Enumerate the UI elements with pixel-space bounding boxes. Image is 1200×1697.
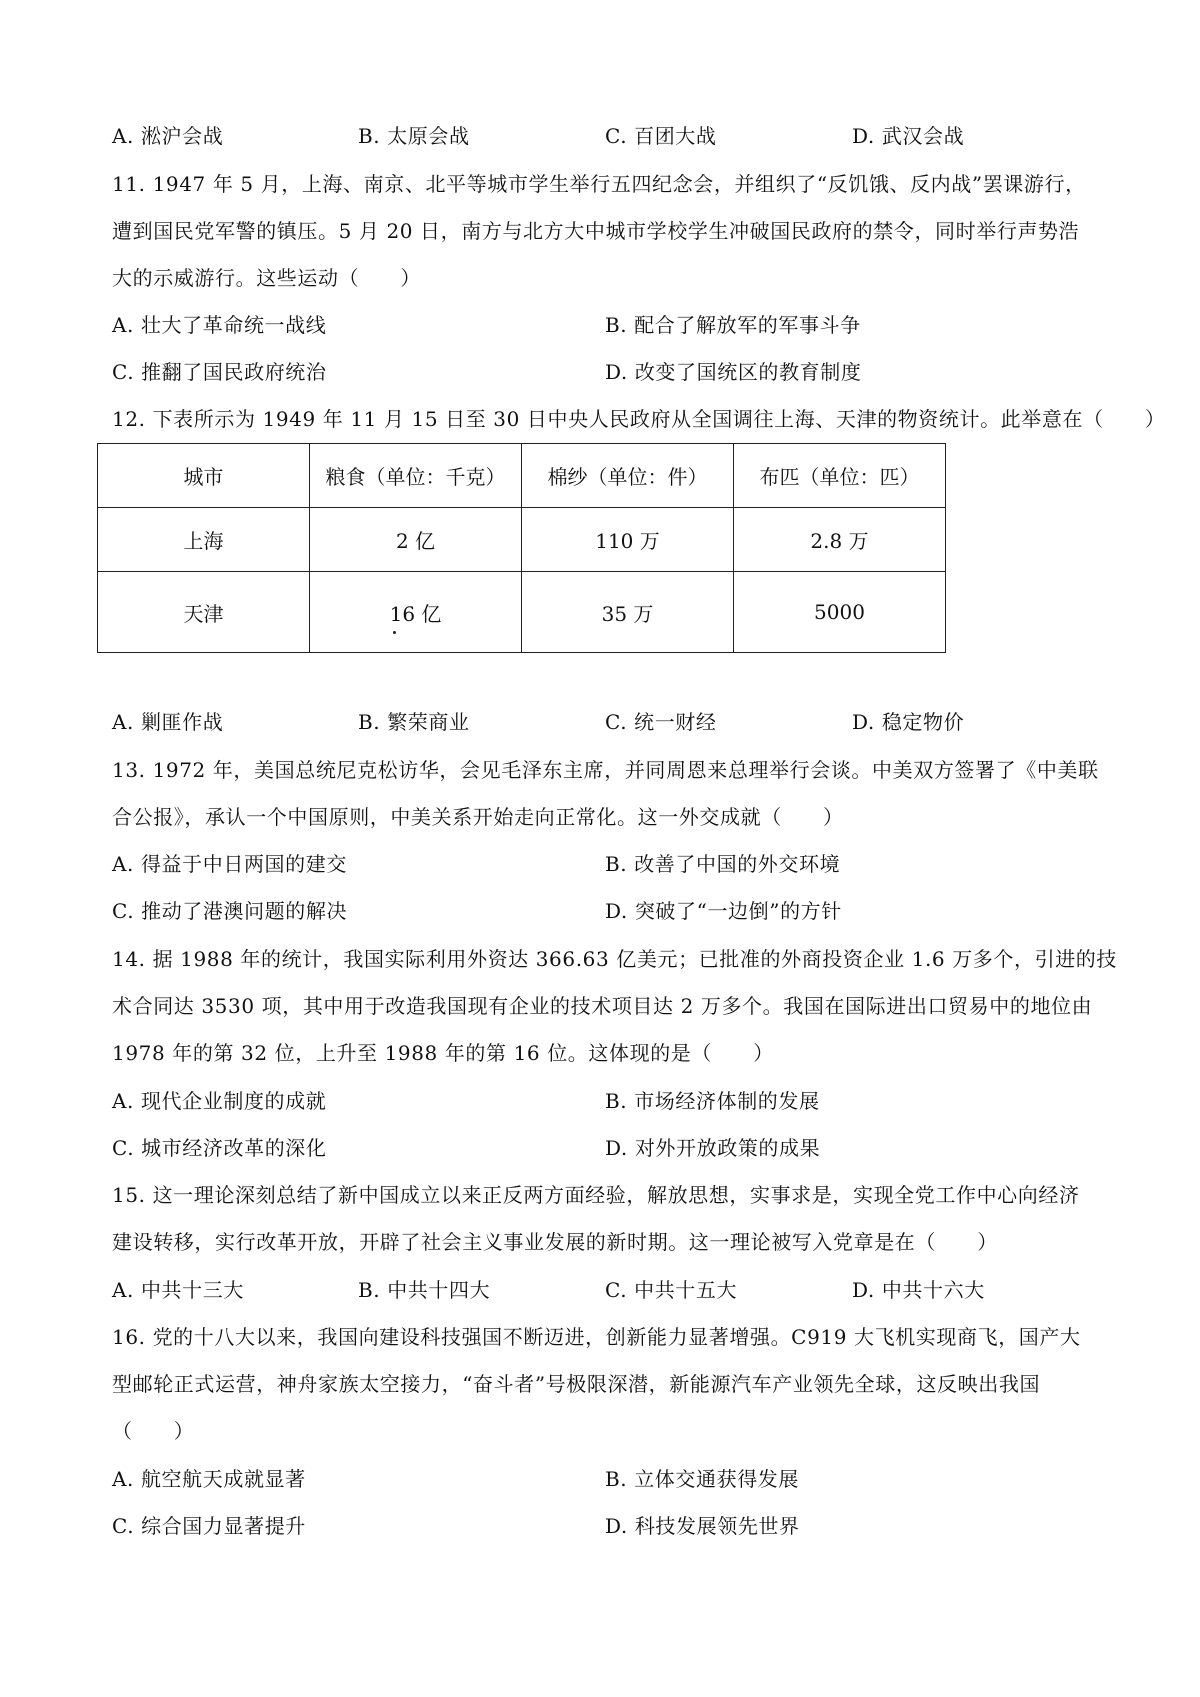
q12-stem: 12. 下表所示为 1949 年 11 月 15 日至 30 日中央人民政府从全国调往上海、天津的物资统计。此举意在（ ）: [112, 407, 1166, 431]
q14-option-c: C. 城市经济改革的深化: [112, 1136, 327, 1160]
q16-option-c: C. 综合国力显著提升: [112, 1514, 306, 1538]
table-cell-grain: 2 亿: [310, 508, 522, 572]
table-header-city: 城市: [98, 444, 310, 508]
q11-option-b: B. 配合了解放军的军事斗争: [605, 313, 861, 337]
table-cell-grain: [310, 572, 522, 653]
q15-option-c: C. 中共十五大: [605, 1278, 738, 1302]
table-row: [98, 572, 946, 653]
q10-option-d: D. 武汉会战: [852, 124, 965, 148]
q14-option-d: D. 对外开放政策的成果: [605, 1136, 821, 1160]
q14-stem-line-3: 1978 年的第 32 位，上升至 1988 年的第 16 位。这体现的是（ ）: [112, 1041, 774, 1065]
q13-option-b: B. 改善了中国的外交环境: [605, 852, 841, 876]
q15-option-d: D. 中共十六大: [852, 1278, 985, 1302]
q15-stem-line-1: 15. 这一理论深刻总结了新中国成立以来正反两方面经验，解放思想，实事求是，实现全党工作中心向经济: [112, 1183, 1080, 1207]
q13-option-c: C. 推动了港澳问题的解决: [112, 899, 348, 923]
q14-stem-line-2: 术合同达 3530 项，其中用于改造我国现有企业的技术项目达 2 万多个。我国在国际进出口贸易中的地位由: [112, 994, 1093, 1018]
table-cell-city: 天津: [98, 572, 310, 653]
q10-option-c: C. 百团大战: [605, 124, 717, 148]
q10-option-a: A. 淞沪会战: [112, 124, 224, 148]
table-header-grain: 粮食（单位：千克）: [310, 444, 522, 508]
q11-stem-line-3: 大的示威游行。这些运动（ ）: [112, 266, 421, 290]
q15-stem-line-2: 建设转移，实行改革开放，开辟了社会主义事业发展的新时期。这一理论被写入党章是在（ ）: [112, 1230, 998, 1254]
table-cell-city: 上海: [98, 508, 310, 572]
q11-option-c: C. 推翻了国民政府统治: [112, 360, 327, 384]
q12-option-a: A. 剿匪作战: [112, 710, 224, 734]
grain-value-rest: 6 亿: [402, 601, 442, 626]
q12-supply-table: [97, 443, 946, 653]
q14-option-b: B. 市场经济体制的发展: [605, 1089, 820, 1113]
table-header-cloth: 布匹（单位：匹）: [734, 444, 946, 508]
q12-option-d: D. 稳定物价: [852, 710, 965, 734]
q11-option-d: D. 改变了国统区的教育制度: [605, 360, 862, 384]
q16-stem-line-2: 型邮轮正式运营，神舟家族太空接力，“奋斗者”号极限深潜，新能源汽车产业领先全球，这反映出我国: [112, 1372, 1041, 1396]
q13-option-a: A. 得益于中日两国的建交: [112, 852, 347, 876]
q16-option-b: B. 立体交通获得发展: [605, 1467, 800, 1491]
q11-stem-line-1: 11. 1947 年 5 月，上海、南京、北平等城市学生举行五四纪念会，并组织了“反饥饿、反内战”罢课游行，: [112, 172, 1086, 196]
table-cell-cotton-yarn: 35 万: [522, 572, 734, 653]
q12-option-b: B. 繁荣商业: [358, 710, 470, 734]
grain-value-integer: 1: [389, 601, 403, 626]
table-cell-cotton-yarn: 110 万: [522, 508, 734, 572]
q12-option-c: C. 统一财经: [605, 710, 717, 734]
q16-option-d: D. 科技发展领先世界: [605, 1514, 800, 1538]
q13-stem-line-2: 合公报》，承认一个中国原则，中美关系开始走向正常化。这一外交成就（ ）: [112, 805, 844, 829]
table-cell-cloth: 2.8 万: [734, 508, 946, 572]
q16-option-a: A. 航空航天成就显著: [112, 1467, 306, 1491]
q10-option-b: B. 太原会战: [358, 124, 470, 148]
q11-option-a: A. 壮大了革命统一战线: [112, 313, 327, 337]
q13-option-d: D. 突破了“一边倒”的方针: [605, 899, 842, 923]
q14-stem-line-1: 14. 据 1988 年的统计，我国实际利用外资达 366.63 亿美元；已批准的外商投资企业 1.6 万多个，引进的技: [112, 947, 1117, 971]
q15-option-a: A. 中共十三大: [112, 1278, 244, 1302]
q16-stem-line-3: （ ）: [112, 1419, 195, 1443]
q11-stem-line-2: 遭到国民党军警的镇压。5 月 20 日，南方与北方大中城市学校学生冲破国民政府的禁令，同时举行声势浩: [112, 219, 1080, 243]
q16-stem-line-1: 16. 党的十八大以来，我国向建设科技强国不断迈进，创新能力显著增强。C919 大飞机实现商飞，国产大: [112, 1325, 1081, 1349]
q14-option-a: A. 现代企业制度的成就: [112, 1089, 327, 1113]
table-cell-cloth: 5000: [734, 572, 946, 653]
q13-stem-line-1: 13. 1972 年，美国总统尼克松访华，会见毛泽东主席，并同周恩来总理举行会谈。中美双方签署了《中美联: [112, 758, 1099, 782]
table-header-row: [98, 444, 946, 508]
table-row: [98, 508, 946, 572]
table-header-cotton-yarn: 棉纱（单位：件）: [522, 444, 734, 508]
q15-option-b: B. 中共十四大: [358, 1278, 491, 1302]
